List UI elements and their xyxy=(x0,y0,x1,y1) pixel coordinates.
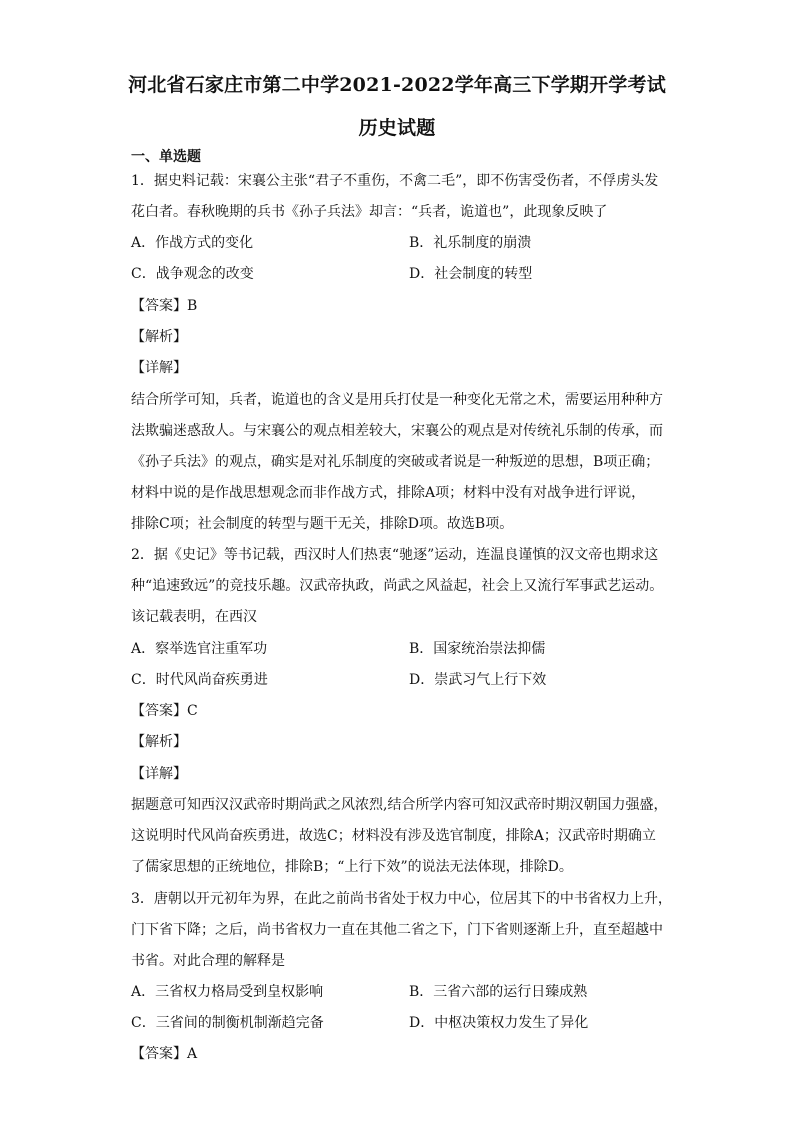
q1-answer: 【答案】B xyxy=(131,298,198,314)
q1-option-d: D．社会制度的转型 xyxy=(409,266,533,282)
q3-stem-line: 门下省下降；之后，尚书省权力一直在其他二省之下，门下省则逐渐上升，直至超越中 xyxy=(131,922,663,938)
q3-option-c: C．三省间的制衡机制渐趋完备 xyxy=(131,1015,324,1031)
q3-answer: 【答案】A xyxy=(131,1046,198,1062)
document-subtitle: 历史试题 xyxy=(358,117,436,139)
q2-option-c: C．时代风尚奋疾勇进 xyxy=(131,672,268,688)
q3-stem-line: 书省。对此合理的解释是 xyxy=(131,953,285,969)
q2-explanation-line: 了儒家思想的正统地位，排除B；“上行下效”的说法无法体现，排除D。 xyxy=(131,859,573,875)
section-title: 一、单选题 xyxy=(131,149,201,165)
q1-option-c: C．战争观念的改变 xyxy=(131,266,254,282)
q1-option-a: A．作战方式的变化 xyxy=(131,235,254,251)
q2-stem-line: 2．据《史记》等书记载，西汉时人们热衷“驰逐”运动，连温良谨慎的汉文帝也期求这 xyxy=(131,547,659,563)
q2-stem-line: 该记载表明，在西汉 xyxy=(131,609,257,625)
q2-option-d: D．崇武习气上行下效 xyxy=(409,672,547,688)
q1-analysis-label: 【解析】 xyxy=(131,329,187,345)
q1-detail-label: 【详解】 xyxy=(131,360,187,376)
q2-explanation-line: 这说明时代风尚奋疾勇进，故选C；材料没有涉及选官制度，排除A；汉武帝时期确立 xyxy=(131,828,656,844)
q2-detail-label: 【详解】 xyxy=(131,766,187,782)
q1-stem-line: 1．据史料记载：宋襄公主张“君子不重伤，不禽二毛”，即不伤害受伤者，不俘虏头发 xyxy=(131,173,659,189)
q1-stem-line: 花白者。春秋晚期的兵书《孙子兵法》却言：“兵者，诡道也”，此现象反映了 xyxy=(131,204,608,220)
q3-option-b: B．三省六部的运行日臻成熟 xyxy=(409,984,588,1000)
q3-stem-line: 3．唐朝以开元初年为界，在此之前尚书省处于权力中心，位居其下的中书省权力上升， xyxy=(131,891,672,907)
q2-option-b: B．国家统治崇法抑儒 xyxy=(409,641,546,657)
q1-explanation-line: 排除C项；社会制度的转型与题干无关，排除D项。故选B项。 xyxy=(131,516,514,532)
q2-option-a: A．察举选官注重军功 xyxy=(131,641,268,657)
q1-explanation-line: 结合所学可知，兵者，诡道也的含义是用兵打仗是一种变化无常之术，需要运用种种方 xyxy=(131,392,663,408)
q2-explanation-line: 据题意可知西汉汉武帝时期尚武之风浓烈,结合所学内容可知汉武帝时期汉朝国力强盛， xyxy=(131,797,668,813)
q2-stem-line: 种“追速致远”的竞技乐趣。汉武帝执政，尚武之风益起，社会上又流行军事武艺运动。 xyxy=(131,578,664,594)
q3-option-d: D．中枢决策权力发生了异化 xyxy=(409,1015,589,1031)
q1-explanation-line: 法欺骗迷惑敌人。与宋襄公的观点相差较大，宋襄公的观点是对传统礼乐制的传承，而 xyxy=(131,423,663,439)
document-title: 河北省石家庄市第二中学2021-2022学年高三下学期开学考试 xyxy=(128,74,666,96)
q1-explanation-line: 材料中说的是作战思想观念而非作战方式，排除A项；材料中没有对战争进行评说， xyxy=(131,485,646,501)
q1-explanation-line: 《孙子兵法》的观点，确实是对礼乐制度的突破或者说是一种叛逆的思想，B项正确； xyxy=(131,454,660,470)
q2-analysis-label: 【解析】 xyxy=(131,734,187,750)
q1-option-b: B．礼乐制度的崩溃 xyxy=(409,235,532,251)
q3-option-a: A．三省权力格局受到皇权影响 xyxy=(131,984,324,1000)
q2-answer: 【答案】C xyxy=(131,703,198,719)
